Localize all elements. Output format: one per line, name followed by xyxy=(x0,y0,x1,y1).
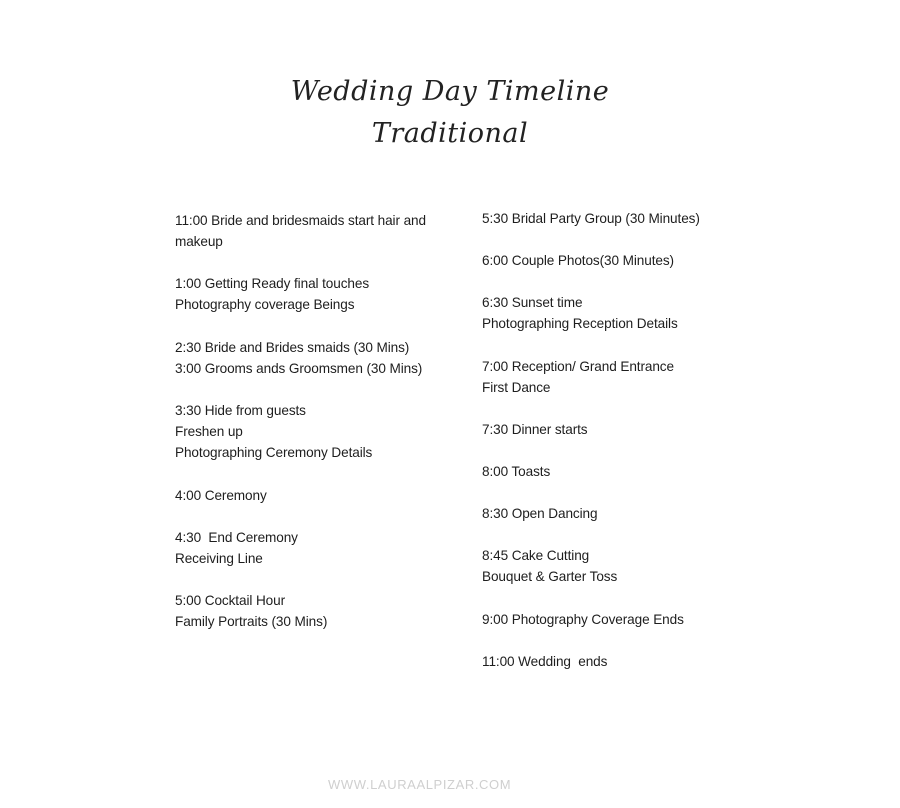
timeline-entry-text: 6:00 Couple Photos(30 Minutes) xyxy=(482,253,674,269)
timeline-entry-text: 5:30 Bridal Party Group (30 Minutes) xyxy=(482,211,700,226)
timeline-entry-text: 5:00 Cocktail Hour xyxy=(175,593,286,609)
timeline-entry xyxy=(175,400,445,463)
timeline-entry-text: 3:00 Grooms ands Groomsmen (30 Mins) xyxy=(175,360,423,376)
timeline-entry-text: 8:30 Open Dancing xyxy=(482,506,598,522)
timeline-entry-text: 2:30 Bride and Brides smaids (30 Mins) xyxy=(175,339,410,355)
timeline-entry xyxy=(482,250,782,271)
timeline-entry xyxy=(482,292,782,334)
timeline-entry-text: 4:00 Ceremony xyxy=(175,487,267,503)
timeline-entry-text: Photography coverage Beings xyxy=(175,297,355,313)
timeline-entry xyxy=(482,461,782,482)
timeline-entry-text: First Dance xyxy=(482,379,551,395)
timeline-entry xyxy=(482,356,782,398)
timeline-entry xyxy=(482,651,782,672)
timeline-entry-text: Freshen up xyxy=(175,424,243,440)
timeline-entry-text: Family Portraits (30 Mins) xyxy=(175,614,328,630)
timeline-entry-text: 8:45 Cake Cutting xyxy=(482,548,590,564)
timeline-entry xyxy=(175,337,445,379)
timeline-entry-text: 11:00 Bride and bridesmaids start hair and makeup xyxy=(175,213,426,249)
timeline-entry-text: 4:30 End Ceremony xyxy=(175,529,298,545)
timeline-entry xyxy=(175,590,445,632)
timeline-entry xyxy=(175,210,445,252)
page-subtitle: Traditional xyxy=(371,118,529,149)
timeline-entry-text: Bouquet & Garter Toss xyxy=(482,569,618,585)
website-footer: WWW.LAURAALPIZAR.COM xyxy=(328,777,512,792)
timeline-entry-text: 7:30 Dinner starts xyxy=(482,421,588,437)
timeline-left-column xyxy=(175,210,445,654)
timeline-entry xyxy=(482,609,782,630)
page-title: Wedding Day Timeline xyxy=(290,76,610,107)
timeline-entry-text: 3:30 Hide from guests xyxy=(175,403,306,419)
timeline-entry xyxy=(482,419,782,440)
timeline-entry-text: Photographing Reception Details xyxy=(482,316,678,332)
timeline-entry xyxy=(482,208,782,229)
timeline-entry-text: 8:00 Toasts xyxy=(482,463,551,479)
timeline-entry xyxy=(482,503,782,524)
timeline-entry-text: Receiving Line xyxy=(175,550,263,566)
timeline-entry xyxy=(482,545,782,587)
timeline-right-column xyxy=(482,208,782,693)
timeline-entry xyxy=(175,273,445,315)
timeline-entry-text: 6:30 Sunset time xyxy=(482,295,583,311)
timeline-entry xyxy=(175,485,445,506)
timeline-entry-text: Photographing Ceremony Details xyxy=(175,445,373,461)
timeline-entry-text: 9:00 Photography Coverage Ends xyxy=(482,611,684,627)
timeline-entry-text: 11:00 Wedding ends xyxy=(482,653,608,669)
timeline-entry-text: 1:00 Getting Ready final touches xyxy=(175,276,370,292)
timeline-entry xyxy=(175,527,445,569)
timeline-entry-text: 7:00 Reception/ Grand Entrance xyxy=(482,358,674,374)
